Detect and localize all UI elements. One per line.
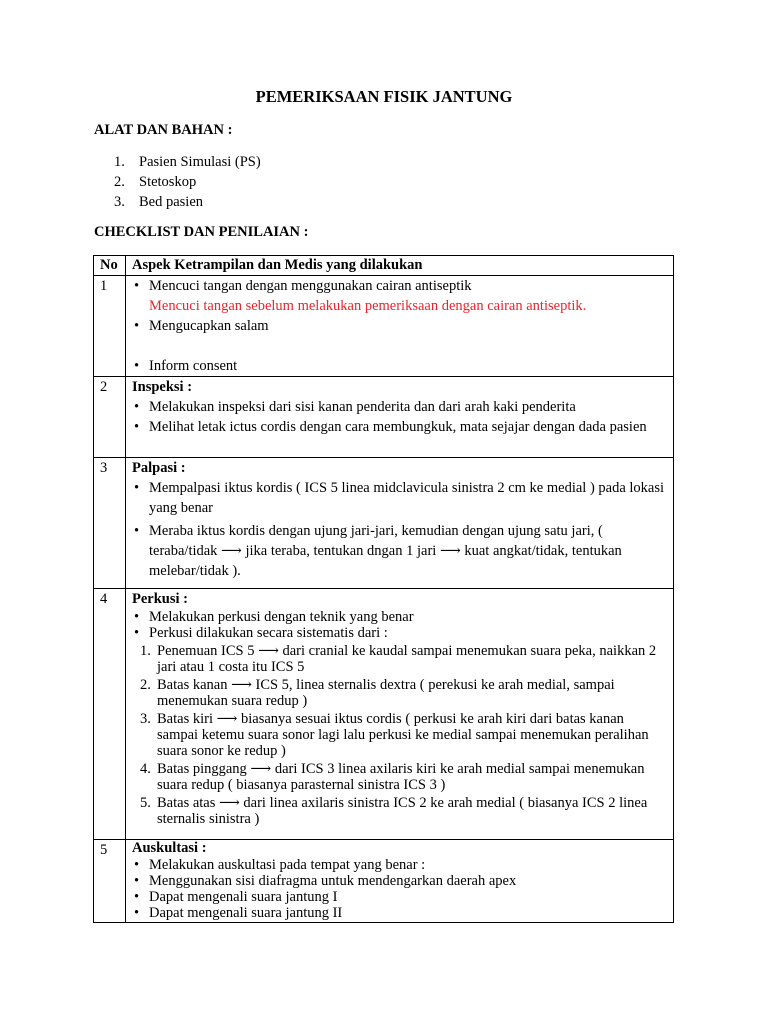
step-text: Batas kiri ⟶ biasanya sesuai iktus cordis ( perkusi ke arah kiri dari batas kanan sampai ketemu suara sonor lagi lalu perkusi ke medial sampai menemukan peralihan suara sonor ke redup ) — [157, 711, 649, 759]
row-content — [126, 276, 674, 377]
row-number: 5 — [94, 840, 126, 923]
header-no: No — [94, 256, 126, 276]
alat-list — [94, 152, 261, 212]
bullet-item: • Dapat mengenali suara jantung I — [132, 889, 667, 905]
row-number: 4 — [94, 589, 126, 840]
bullet-item: • Melihat letak ictus cordis dengan cara membungkuk, mata sejajar dengan dada pasien — [132, 417, 667, 437]
bullet-item: • Mempalpasi iktus kordis ( ICS 5 linea midclavicula sinistra 2 cm ke medial ) pada lokasi yang benar — [132, 478, 667, 518]
step-number: 1. — [140, 643, 151, 659]
alat-heading: ALAT DAN BAHAN : — [94, 122, 233, 138]
table-row — [94, 276, 674, 377]
alat-item-text: Bed pasien — [139, 194, 204, 210]
alat-item-text: Stetoskop — [139, 174, 197, 190]
row-number: 3 — [94, 458, 126, 589]
perkusi-steps — [132, 643, 667, 827]
step-text: Batas kanan ⟶ ICS 5, linea sternalis dextra ( perekusi ke arah medial, sampai menemukan suara redup ) — [157, 677, 615, 709]
alat-item-text: Pasien Simulasi (PS) — [139, 154, 261, 170]
step-item — [132, 677, 667, 709]
bullet-item: • Melakukan perkusi dengan teknik yang benar — [132, 609, 667, 625]
step-number: 5. — [140, 795, 151, 811]
section-title: Palpasi : — [132, 460, 186, 476]
step-text: Batas atas ⟶ dari linea axilaris sinistra ICS 2 ke arah medial ( biasanya ICS 2 linea sternalis sinistra ) — [157, 795, 648, 827]
red-note: Mencuci tangan sebelum melakukan pemeriksaan dengan cairan antiseptik. — [149, 298, 587, 314]
checklist-table — [93, 255, 674, 923]
table-row — [94, 840, 674, 923]
step-item — [132, 643, 667, 675]
bullet-item: • Melakukan auskultasi pada tempat yang benar : — [132, 857, 667, 873]
row-number: 1 — [94, 276, 126, 377]
step-number: 2. — [140, 677, 151, 693]
row-content — [126, 840, 674, 923]
alat-item — [94, 192, 261, 212]
row-content — [126, 458, 674, 589]
step-number: 3. — [140, 711, 151, 727]
step-item — [132, 795, 667, 827]
bullet-item: • Mengucapkan salam — [132, 316, 667, 336]
bullet-item: • Inform consent — [132, 356, 667, 376]
step-text: Batas pinggang ⟶ dari ICS 3 linea axilaris kiri ke arah medial sampai menemukan suara redup ( biasanya parasternal sinistra ICS 3 ) — [157, 761, 645, 793]
alat-item-number: 3. — [114, 194, 125, 210]
document-title: PEMERIKSAAN FISIK JANTUNG — [255, 87, 513, 106]
step-item — [132, 711, 667, 759]
row-content — [126, 589, 674, 840]
row-content — [126, 377, 674, 458]
alat-item — [94, 152, 261, 172]
step-text: Penemuan ICS 5 ⟶ dari cranial ke kaudal sampai menemukan suara peka, naikkan 2 jari atau 1 costa itu ICS 5 — [157, 643, 657, 675]
bullet-item: • Dapat mengenali suara jantung II — [132, 905, 667, 921]
section-title: Perkusi : — [132, 591, 188, 607]
checklist-heading: CHECKLIST DAN PENILAIAN : — [94, 224, 309, 240]
step-item — [132, 761, 667, 793]
row-number: 2 — [94, 377, 126, 458]
bullet-item: • Perkusi dilakukan secara sistematis dari : — [132, 625, 667, 641]
table-row — [94, 377, 674, 458]
table-row — [94, 589, 674, 840]
bullet-item: • Mencuci tangan dengan menggunakan cairan antiseptik — [132, 276, 667, 296]
alat-item — [94, 172, 261, 192]
alat-item-number: 2. — [114, 174, 125, 190]
table-row — [94, 458, 674, 589]
bullet-item: • Melakukan inspeksi dari sisi kanan penderita dan dari arah kaki penderita — [132, 397, 667, 417]
section-title: Auskultasi : — [132, 840, 207, 856]
step-number: 4. — [140, 761, 151, 777]
alat-item-number: 1. — [114, 154, 125, 170]
table-header-row — [94, 256, 674, 276]
bullet-item: • Menggunakan sisi diafragma untuk mendengarkan daerah apex — [132, 873, 667, 889]
section-title: Inspeksi : — [132, 379, 193, 395]
bullet-item: • Meraba iktus kordis dengan ujung jari-jari, kemudian dengan ujung satu jari, ( teraba/tidak ⟶ jika teraba, tentukan dngan 1 jari ⟶ kuat angkat/tidak, tentukan melebar/tidak ). — [132, 521, 667, 581]
header-aspek: Aspek Ketrampilan dan Medis yang dilakukan — [126, 256, 674, 276]
